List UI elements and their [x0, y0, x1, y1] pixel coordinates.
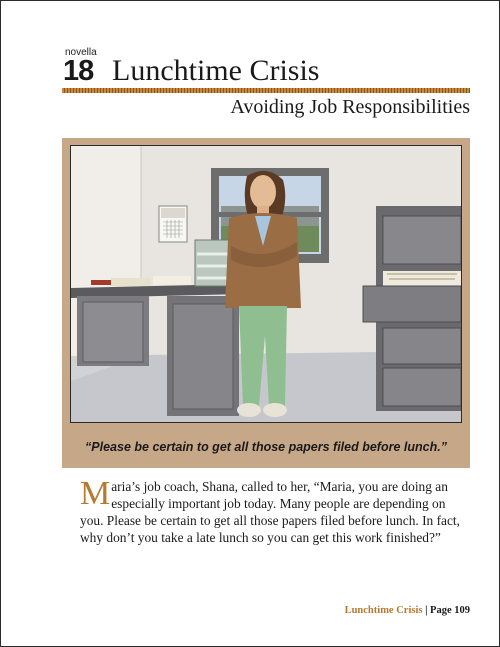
- page-number: Page 109: [430, 605, 470, 616]
- drop-cap: M: [80, 475, 111, 512]
- story-text: aria’s job coach, Shana, called to her, “Maria, you are doing an especially important job today. Many people are depending on you. Please be certain to get all those papers filed before lunch. In fact, why don’t you take a late lunch so you can get this work finished?”: [80, 479, 460, 545]
- illustration-frame: [62, 138, 470, 468]
- chapter-number: 18: [63, 55, 94, 87]
- wall-calendar: [159, 206, 187, 242]
- filing-cabinet: [363, 206, 461, 411]
- chapter-title: Lunchtime Crisis: [112, 54, 320, 87]
- office-scene-drawing: [71, 146, 461, 422]
- page-footer: [345, 605, 470, 616]
- series-label: novella: [65, 47, 97, 58]
- running-title: Lunchtime Crisis: [344, 605, 423, 616]
- illustration-caption: “Please be certain to get all those papers filed before lunch.”: [85, 440, 447, 454]
- title-underline: [62, 88, 470, 93]
- chapter-subtitle: Avoiding Job Responsibilities: [230, 96, 470, 118]
- office-illustration: [70, 145, 462, 423]
- story-paragraph: [80, 475, 470, 546]
- footer-separator: |: [425, 605, 428, 616]
